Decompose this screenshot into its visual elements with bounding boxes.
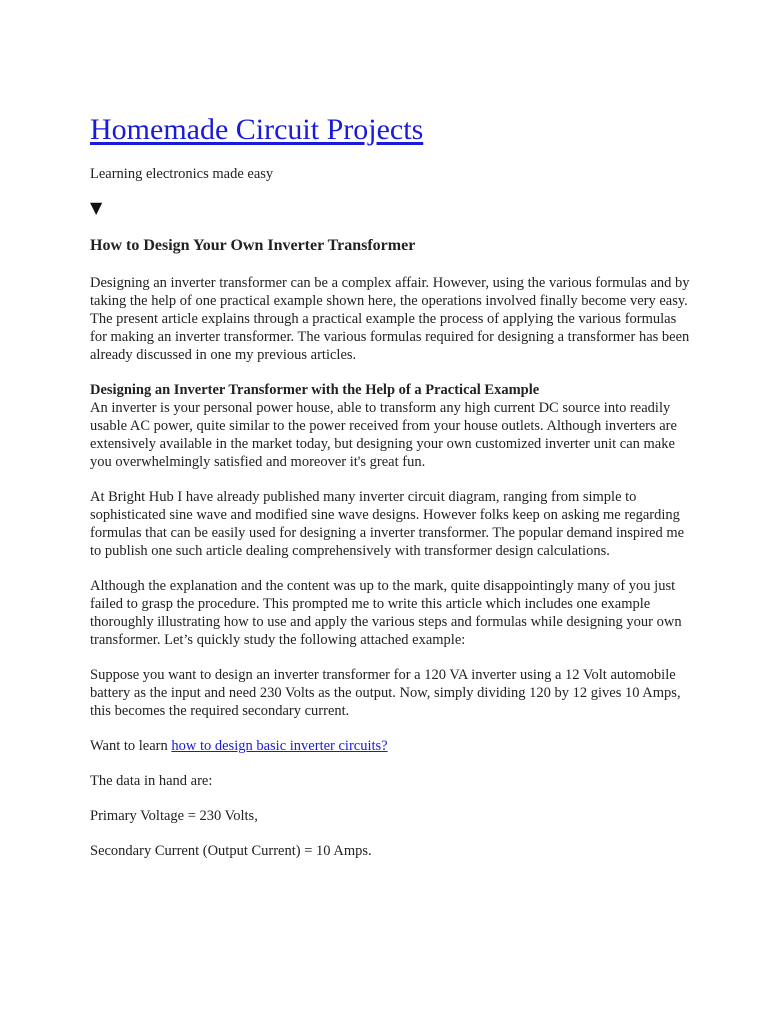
suppose-paragraph: Suppose you want to design an inverter transformer for a 120 VA inverter using a 12 Volt automobile battery as the input and need 230 Volts as the output. Now, simply dividing 120 by 12 gives 10 Amps, this becomes the required secondary current.: [90, 667, 681, 719]
post-body: [90, 274, 690, 860]
want-to-learn-paragraph: [90, 737, 690, 755]
chevron-down-icon[interactable]: ▼: [90, 198, 103, 217]
site-tagline: Learning electronics made easy: [90, 166, 274, 182]
explanation-paragraph: Although the explanation and the content was up to the mark, quite disappointingly many of you just failed to grasp the procedure. This prompted me to write this article which includes one example thoroughly illustrating how to use and apply the various steps and formulas while designing your own transformer. Let’s quickly study the following attached example:: [90, 578, 682, 648]
section-paragraph: [90, 381, 690, 471]
inverter-circuits-link[interactable]: how to design basic inverter circuits?: [171, 738, 388, 754]
intro-paragraph: [90, 274, 690, 364]
intro-text-1: Designing an inverter transformer can be a complex affair. However, using the various formulas and by taking the help of one practical example shown here, the operations involved finally become very easy.: [90, 275, 690, 309]
want-to-learn-prefix: Want to learn: [90, 738, 172, 754]
secondary-current-paragraph: Secondary Current (Output Current) = 10 Amps.: [90, 843, 372, 859]
site-title-link[interactable]: Homemade Circuit Projects: [90, 113, 424, 146]
post-title: How to Design Your Own Inverter Transformer: [90, 237, 416, 254]
section-text: An inverter is your personal power house, able to transform any high current DC source into readily usable AC power, quite similar to the power received from your house outlets. Although inverters are extensively available in the market today, but designing your own customized inverter unit can make you overwhelmingly satisfied and moreover it's great fun.: [90, 400, 677, 470]
primary-voltage-paragraph: Primary Voltage = 230 Volts,: [90, 808, 258, 824]
site-title: [90, 108, 423, 152]
intro-text-2: The present article explains through a practical example the process of applying the various formulas for making an inverter transformer. The various formulas required for designing a transformer has been already discussed in one my previous articles.: [90, 311, 690, 363]
section-heading: Designing an Inverter Transformer with the Help of a Practical Example: [90, 382, 540, 398]
data-intro-paragraph: The data in hand are:: [90, 773, 213, 789]
bright-hub-paragraph: At Bright Hub I have already published many inverter circuit diagram, ranging from simple to sophisticated sine wave and modified sine wave designs. However folks keep on asking me regarding formulas that can be easily used for designing a inverter transformer. The popular demand inspired me to publish one such article dealing comprehensively with transformer design calculations.: [90, 489, 685, 559]
